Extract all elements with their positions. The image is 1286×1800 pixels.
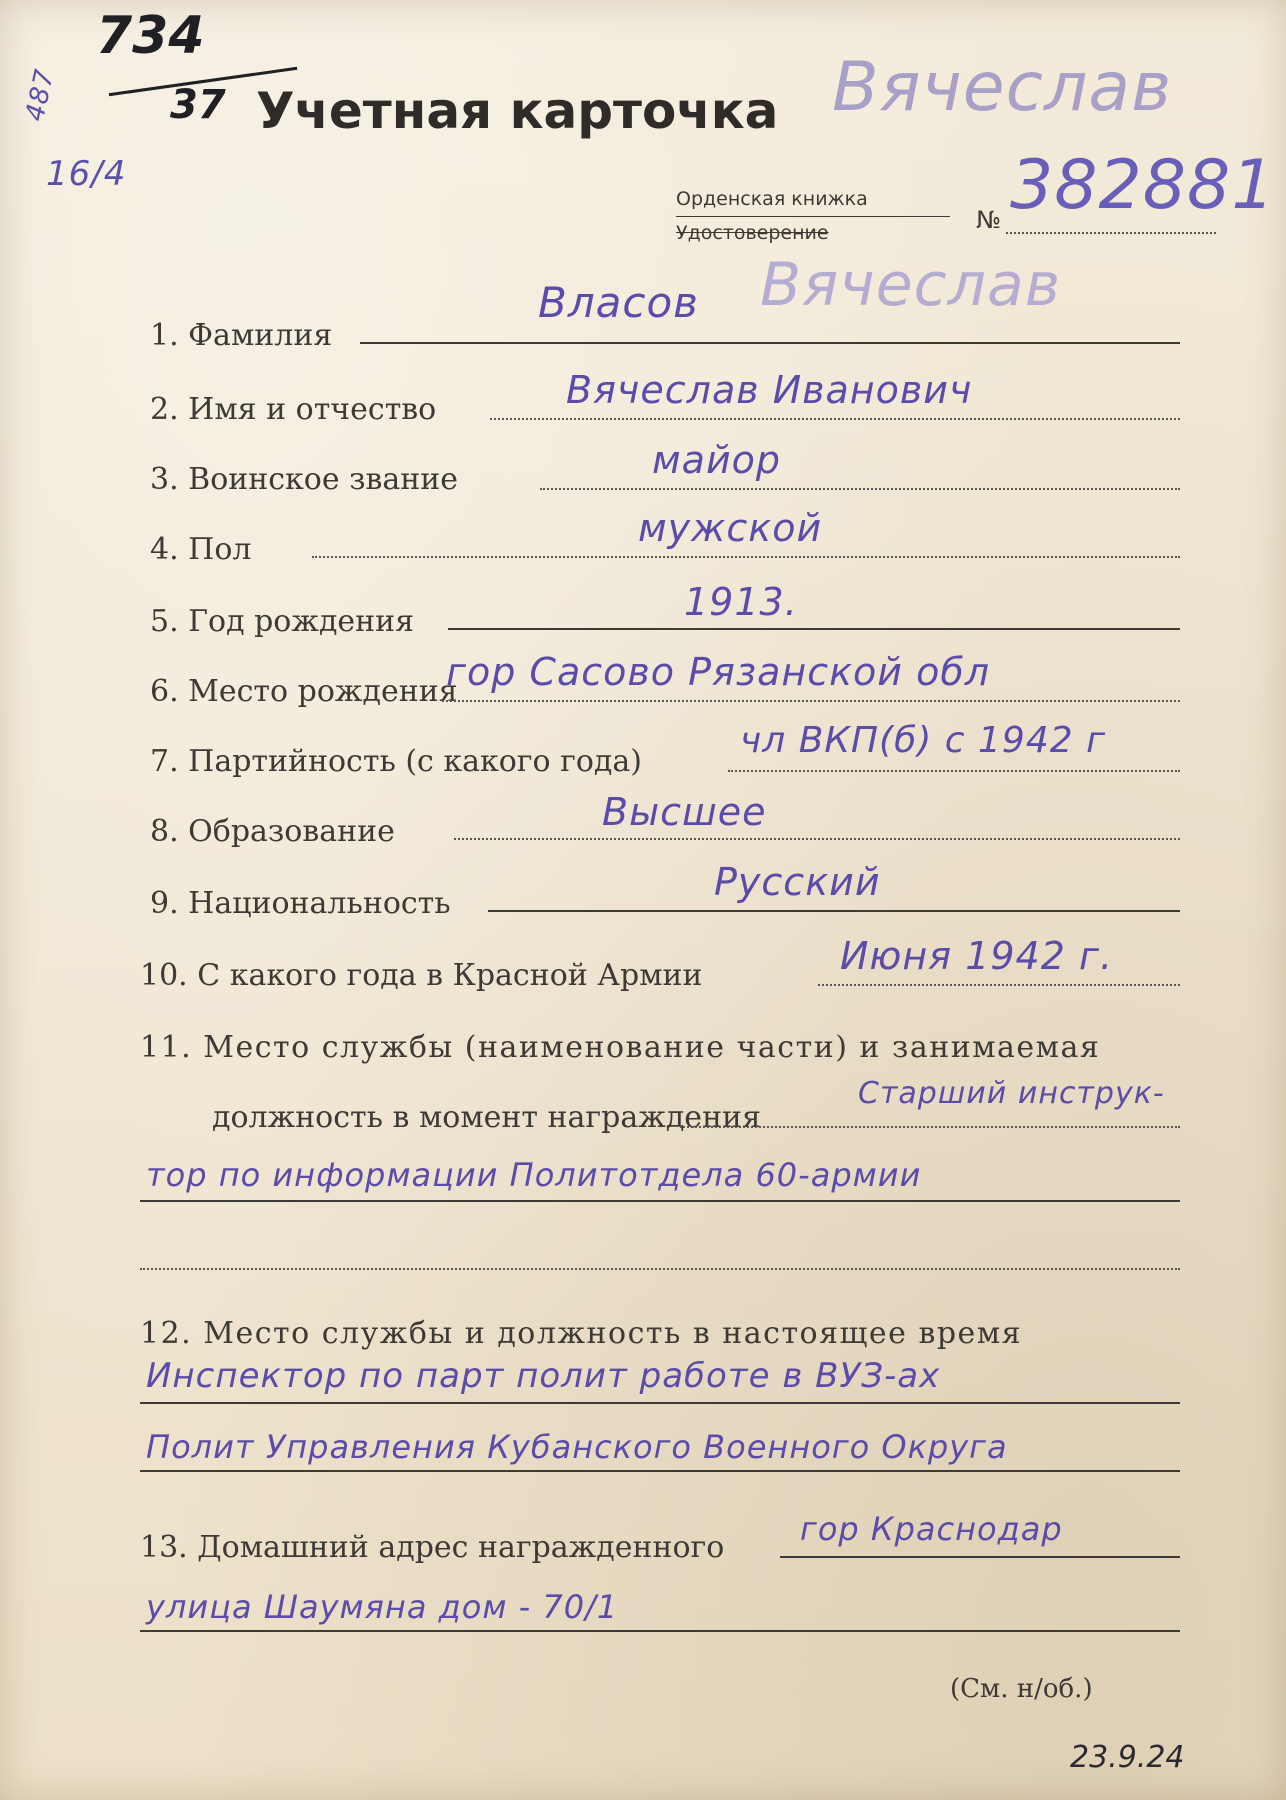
bottom-date: 23.9.24 (1070, 1740, 1185, 1775)
field12-line-2 (140, 1470, 1180, 1472)
field-label-rank: 3. Воинское звание (150, 462, 459, 497)
field-label-education: 8. Образование (150, 814, 395, 849)
field12-value-line1: Инспектор по парт полит работе в ВУЗ-ах (146, 1356, 941, 1396)
field-value-rank: майор (652, 438, 782, 482)
field-value-birthplace: гор Сасово Рязанской обл (446, 650, 991, 694)
field11-value-line1: Старший инструк- (858, 1076, 1165, 1111)
see-reverse-note: (См. н/об.) (950, 1674, 1093, 1704)
field13-value-line1: гор Краснодар (800, 1510, 1063, 1548)
top-archive-number: 734 (96, 6, 205, 66)
field-label-nationality: 9. Национальность (150, 886, 451, 921)
field13-line-1 (780, 1556, 1180, 1558)
field-line-nationality (488, 910, 1180, 912)
field11-label-line2: должность в момент награждения (212, 1100, 761, 1135)
field-value-surname: Власов (538, 278, 699, 327)
doc-type-divider (676, 216, 950, 217)
field12-value-line2: Полит Управления Кубанского Военного Округа (146, 1428, 1008, 1466)
field13-label: 13. Домашний адрес награжденного (140, 1530, 725, 1565)
ghost-name-faint: Вячеслав (760, 250, 1062, 320)
field13-value-line2: улица Шаумяна дом - 70/1 (146, 1588, 619, 1626)
certificate-number: 382881 (1010, 146, 1276, 225)
field-label-birth-year: 5. Год рождения (150, 604, 415, 639)
field11-value-line2: тор по информации Политотдела 60-армии (146, 1156, 922, 1194)
field-value-party: чл ВКП(б) с 1942 г (740, 720, 1106, 761)
field13-line-2 (140, 1630, 1180, 1632)
corner-fraction: 16/4 (46, 154, 127, 194)
field-label-army-since: 10. С какого года в Красной Армии (140, 958, 703, 993)
field11-line-3 (140, 1268, 1180, 1270)
field-label-name: 2. Имя и отчество (150, 392, 437, 427)
field-line-rank (540, 488, 1180, 490)
corner-number-left: 487 (20, 66, 61, 124)
field-line-birthplace (442, 700, 1180, 702)
field-value-birth-year: 1913. (684, 580, 798, 624)
field-label-sex: 4. Пол (150, 532, 252, 567)
field-value-name: Вячеслав Иванович (566, 368, 973, 412)
field-line-party (728, 770, 1180, 772)
field-line-birth-year (448, 628, 1180, 630)
field12-label: 12. Место службы и должность в настоящее время (140, 1316, 1023, 1351)
field-value-army-since: Июня 1942 г. (840, 934, 1114, 978)
field-label-party: 7. Партийность (с какого года) (150, 744, 642, 779)
header-name-faint: Вячеслав (832, 48, 1173, 127)
field-line-sex (312, 556, 1180, 558)
field11-line-1 (680, 1126, 1180, 1128)
field12-line-1 (140, 1402, 1180, 1404)
field-line-education (454, 838, 1180, 840)
field11-line-2 (140, 1200, 1180, 1202)
field11-label-line1: 11. Место службы (наименование части) и занимаемая (140, 1030, 1101, 1065)
field-label-surname: 1. Фамилия (150, 318, 333, 353)
corner-number-small: 37 (170, 82, 226, 128)
field-line-name (490, 418, 1180, 420)
field-value-nationality: Русский (714, 860, 881, 904)
number-dotted-line (1006, 232, 1216, 234)
field-label-birthplace: 6. Место рождения (150, 674, 458, 709)
card-title: Учетная карточка (256, 82, 779, 140)
field-line-army-since (818, 984, 1180, 986)
field-value-education: Высшее (602, 790, 767, 834)
doc-type-certificate: Удостоверение (676, 222, 829, 244)
doc-type-order-book: Орденская книжка (676, 188, 868, 210)
field-line-surname (360, 342, 1180, 344)
number-label: № (976, 206, 1001, 234)
field-value-sex: мужской (638, 506, 823, 550)
